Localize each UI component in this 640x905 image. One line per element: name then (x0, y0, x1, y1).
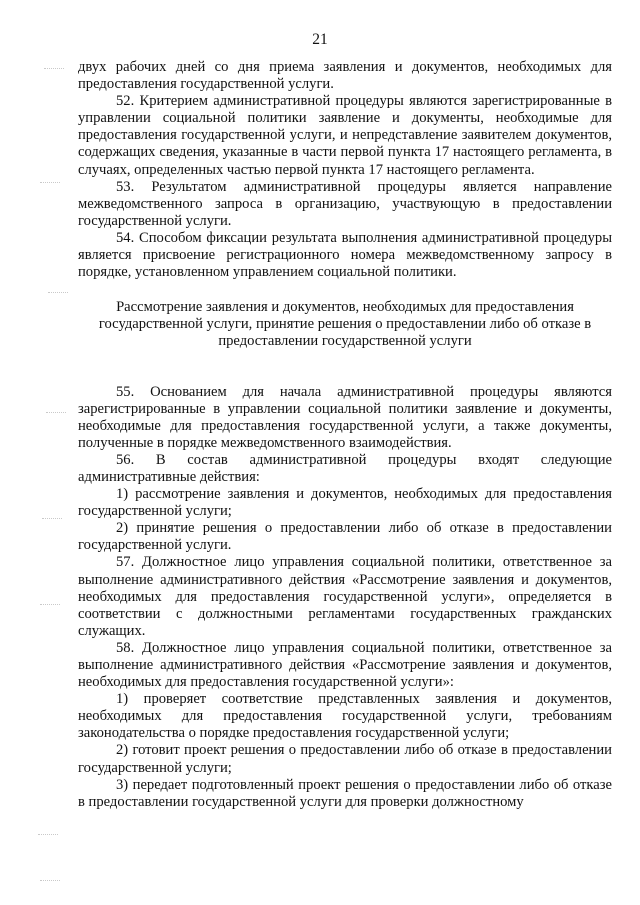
scan-artifact (46, 412, 66, 415)
paragraph-58-item-1: 1) проверяет соответствие представленных заявления и документов, необходимых для предоставления государственной услуги, требованиям законодательства о порядке предоставления государственной услуги; (78, 691, 612, 742)
page-number: 21 (312, 31, 328, 48)
document-body (78, 59, 612, 811)
paragraph-53: 53. Результатом административной процедуры является направление межведомственного запроса в организацию, участвующую в предоставлении государственной услуги. (78, 178, 612, 229)
paragraph-58-item-3: 3) передает подготовленный проект решения о предоставлении либо об отказе в предоставлении государственной услуги для проверки должностному (78, 776, 612, 810)
paragraph-continuation: двух рабочих дней со дня приема заявления и документов, необходимых для предоставления государственной услуги. (78, 59, 612, 93)
scan-artifact (44, 68, 64, 71)
paragraph-54: 54. Способом фиксации результата выполнения административной процедуры является присвоение регистрационного номера межведомственному запросу в порядке, установленном управлением социальной политики. (78, 229, 612, 281)
scan-artifact (48, 292, 68, 295)
paragraph-58: 58. Должностное лицо управления социальной политики, ответственное за выполнение административного действия «Рассмотрение заявления и документов, необходимых для предоставления государственной услуги»: (78, 639, 612, 691)
paragraph-56-item-1: 1) рассмотрение заявления и документов, необходимых для предоставления государственной услуги; (78, 486, 612, 520)
paragraph-52: 52. Критерием административной процедуры являются зарегистрированные в управлении социальной политики заявление и документы, необходимые для предоставления государственной услуги, и непредставление заявителем документов, содержащих сведения, указанные в части первой пункта 17 настоящего регламента, в случаях, определенных частью первой пункта 17 настоящего регламента. (78, 93, 612, 178)
paragraph-58-item-2: 2) готовит проект решения о предоставлении либо об отказе в предоставлении государственной услуги; (78, 742, 612, 776)
scan-artifact (42, 518, 62, 521)
scan-artifact (40, 604, 60, 607)
scan-artifact (38, 834, 58, 837)
scan-artifact (40, 880, 60, 883)
paragraph-56-item-2: 2) принятие решения о предоставлении либо об отказе в предоставлении государственной услуги. (78, 520, 612, 554)
paragraph-55: 55. Основанием для начала административной процедуры являются зарегистрированные в управлении социальной политики заявление и документы, необходимые для предоставления государственной услуги, а также документы, полученные в порядке межведомственного взаимодействия. (78, 383, 612, 451)
section-heading: Рассмотрение заявления и документов, необходимых для предоставления государственной услуги, принятие решения о предоставлении либо об отказе в предоставлении государственной услуги (98, 299, 592, 350)
paragraph-56: 56. В состав административной процедуры входят следующие административные действия: (78, 451, 612, 485)
scan-artifact (40, 182, 60, 185)
paragraph-57: 57. Должностное лицо управления социальной политики, ответственное за выполнение административного действия «Рассмотрение заявления и документов, необходимых для предоставления государственной услуги», определяется в соответствии с должностными регламентами государственных гражданских служащих. (78, 554, 612, 639)
